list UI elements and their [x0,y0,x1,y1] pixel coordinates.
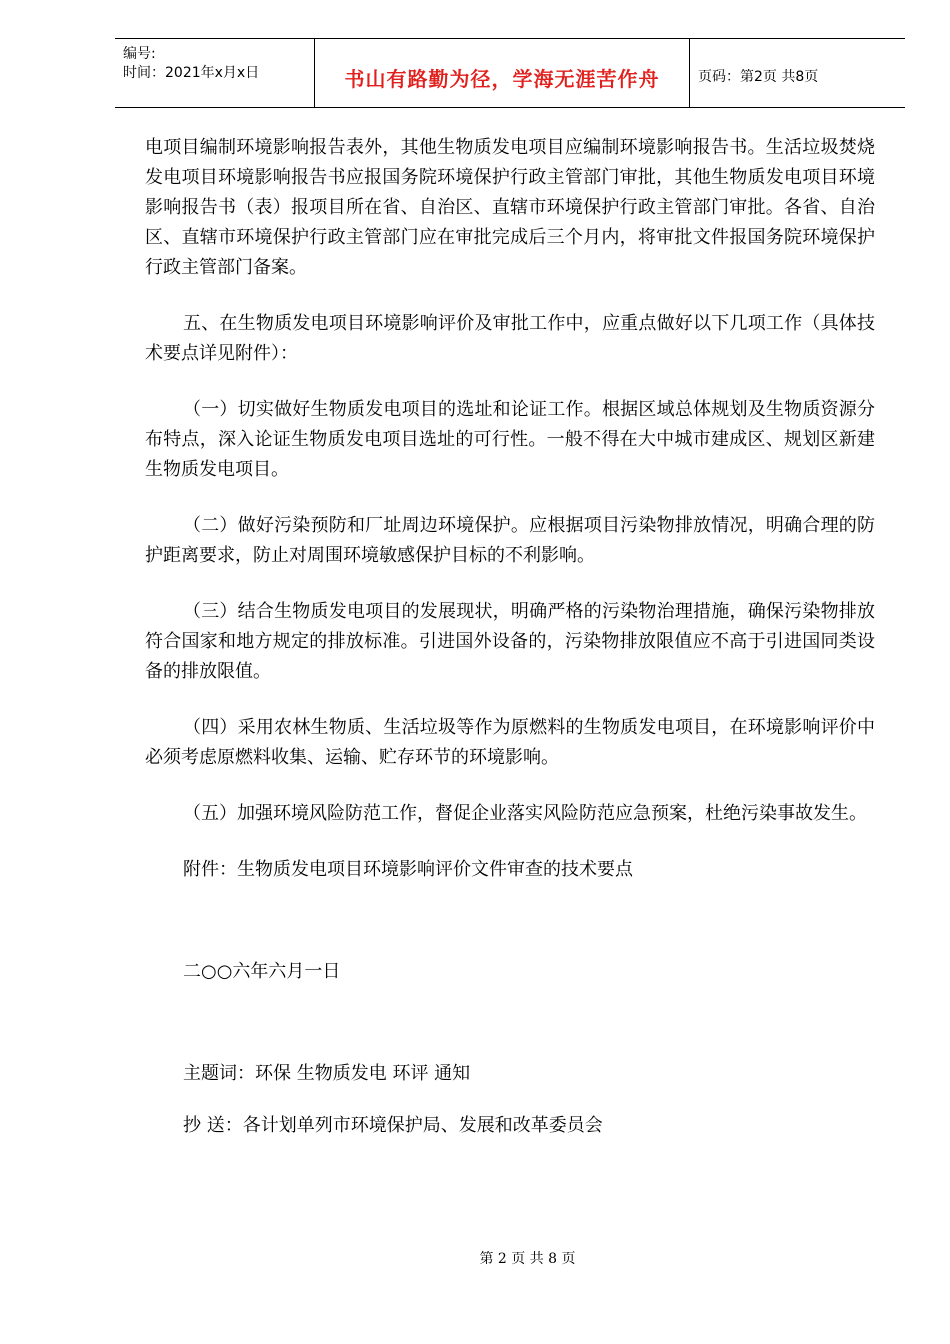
paragraph-section-five: 五、在生物质发电项目环境影响评价及审批工作中，应重点做好以下几项工作（具体技术要点详见附件）： [145,313,875,364]
cc-line: 抄 送：各计划单列市环境保护局、发展和改革委员会 [183,1115,603,1136]
paragraph-item-2: （二）做好污染预防和厂址周边环境保护。应根据项目污染物排放情况，明确合理的防护距离要求，防止对周围环境敏感保护目标的不利影响。 [145,515,875,566]
attachment-line: 附件：生物质发电项目环境影响评价文件审查的技术要点 [183,859,633,880]
paragraph-item-4: （四）采用农林生物质、生活垃圾等作为原燃料的生物质发电项目，在环境影响评价中必须考虑原燃料收集、运输、贮存环节的环境影响。 [145,717,875,768]
document-number-label: 编号: [123,46,156,62]
header-motto-cell [315,39,690,107]
subject-keywords: 主题词：环保 生物质发电 环评 通知 [183,1063,471,1084]
header-page-cell [690,39,905,107]
paragraph-item-3: （三）结合生物质发电项目的发展现状，明确严格的污染物治理措施，确保污染物排放符合国家和地方规定的排放标准。引进国外设备的，污染物排放限值应不高于引进国同类设备的排放限值。 [145,601,875,682]
page-header [115,38,905,108]
document-body [145,133,875,1167]
header-motto: 书山有路勤为径，学海无涯苦作舟 [344,67,660,91]
page-footer: 第 2 页 共 8 页 [479,1251,576,1267]
header-meta-cell [115,39,315,107]
paragraph-item-1: （一）切实做好生物质发电项目的选址和论证工作。根据区域总体规划及生物质资源分布特点，深入论证生物质发电项目选址的可行性。一般不得在大中城市建成区、规划区新建生物质发电项目。 [145,399,875,480]
header-page-info: 页码：第2页 共8页 [698,69,819,85]
document-time-label: 时间：2021年x月x日 [123,65,260,81]
document-date: 二○○六年六月一日 [183,961,341,982]
paragraph-continued: 电项目编制环境影响报告表外，其他生物质发电项目应编制环境影响报告书。生活垃圾焚烧发电项目环境影响报告书应报国务院环境保护行政主管部门审批，其他生物质发电项目环境影响报告书（表）报项目所在省、自治区、直辖市环境保护行政主管部门审批。各省、自治区、直辖市环境保护行政主管部门应在审批完成后三个月内，将审批文件报国务院环境保护行政主管部门备案。 [145,137,875,278]
paragraph-item-5: （五）加强环境风险防范工作，督促企业落实风险防范应急预案，杜绝污染事故发生。 [183,803,867,824]
